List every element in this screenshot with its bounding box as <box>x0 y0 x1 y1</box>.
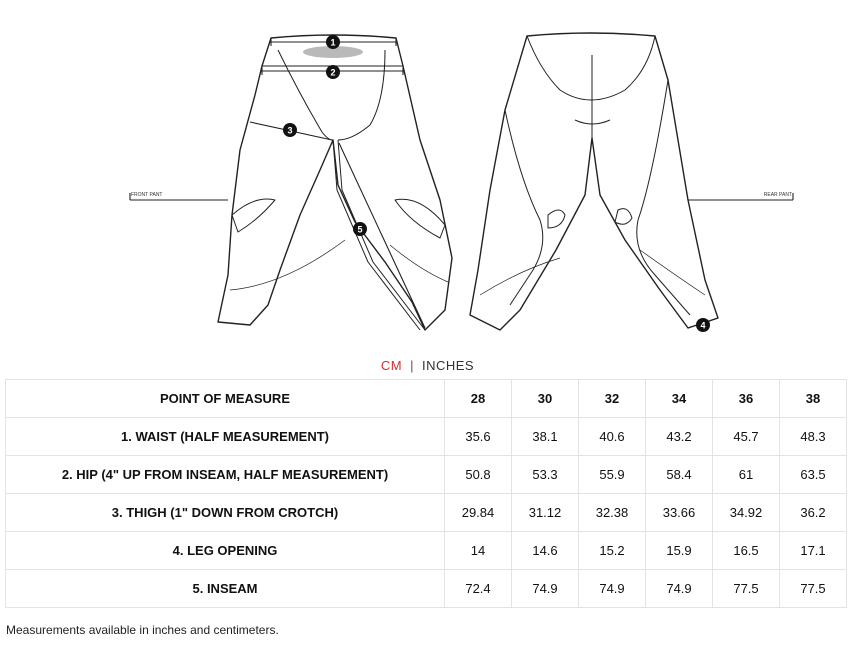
table-cell: 72.4 <box>445 570 512 608</box>
table-cell: 14 <box>445 532 512 570</box>
svg-text:2: 2 <box>330 67 336 78</box>
front-pant-label: FRONT PANT <box>131 192 163 198</box>
unit-separator: | <box>410 358 414 373</box>
header-size-38: 38 <box>780 380 847 418</box>
svg-text:3: 3 <box>287 125 293 136</box>
cm-unit-toggle[interactable]: CM <box>380 358 403 373</box>
table-cell: 61 <box>713 456 780 494</box>
table-cell: 14.6 <box>512 532 579 570</box>
table-cell: 36.2 <box>780 494 847 532</box>
header-point-of-measure: POINT OF MEASURE <box>6 380 445 418</box>
header-size-36: 36 <box>713 380 780 418</box>
table-cell: 34.92 <box>713 494 780 532</box>
table-cell: 15.9 <box>646 532 713 570</box>
row-label: 1. WAIST (HALF MEASUREMENT) <box>6 418 445 456</box>
row-label: 2. HIP (4" UP FROM INSEAM, HALF MEASUREMENT) <box>6 456 445 494</box>
table-row <box>6 570 847 608</box>
svg-text:1: 1 <box>330 37 336 48</box>
table-cell: 29.84 <box>445 494 512 532</box>
table-cell: 32.38 <box>579 494 646 532</box>
table-cell: 74.9 <box>512 570 579 608</box>
row-label: 5. INSEAM <box>6 570 445 608</box>
row-label: 4. LEG OPENING <box>6 532 445 570</box>
table-cell: 63.5 <box>780 456 847 494</box>
marker-5 <box>353 222 367 236</box>
table-cell: 48.3 <box>780 418 847 456</box>
table-cell: 74.9 <box>579 570 646 608</box>
table-cell: 45.7 <box>713 418 780 456</box>
table-row <box>6 418 847 456</box>
table-cell: 35.6 <box>445 418 512 456</box>
marker-2 <box>326 65 340 79</box>
table-cell: 74.9 <box>646 570 713 608</box>
front-pant-drawing <box>218 35 452 330</box>
table-cell: 50.8 <box>445 456 512 494</box>
unit-toggle <box>0 358 855 373</box>
marker-1 <box>326 35 340 49</box>
rear-pant-label: REAR PANT <box>763 192 792 198</box>
row-label: 3. THIGH (1" DOWN FROM CROTCH) <box>6 494 445 532</box>
size-chart-table <box>5 379 847 608</box>
table-row <box>6 494 847 532</box>
table-cell: 77.5 <box>713 570 780 608</box>
table-cell: 31.12 <box>512 494 579 532</box>
header-size-28: 28 <box>445 380 512 418</box>
marker-3 <box>283 123 297 137</box>
table-cell: 15.2 <box>579 532 646 570</box>
header-size-32: 32 <box>579 380 646 418</box>
table-header-row <box>6 380 847 418</box>
measurement-guides <box>130 38 793 328</box>
table-cell: 38.1 <box>512 418 579 456</box>
table-cell: 33.66 <box>646 494 713 532</box>
table-cell: 17.1 <box>780 532 847 570</box>
measurement-footnote: Measurements available in inches and centimeters. <box>6 623 279 637</box>
table-cell: 77.5 <box>780 570 847 608</box>
marker-4 <box>696 318 710 332</box>
header-size-30: 30 <box>512 380 579 418</box>
table-row <box>6 456 847 494</box>
table-cell: 40.6 <box>579 418 646 456</box>
table-cell: 58.4 <box>646 456 713 494</box>
svg-text:5: 5 <box>357 224 363 235</box>
table-row <box>6 532 847 570</box>
table-cell: 16.5 <box>713 532 780 570</box>
inches-unit-toggle[interactable]: INCHES <box>421 358 475 373</box>
header-size-34: 34 <box>646 380 713 418</box>
table-cell: 55.9 <box>579 456 646 494</box>
svg-text:4: 4 <box>700 320 706 331</box>
table-cell: 53.3 <box>512 456 579 494</box>
rear-pant-drawing <box>470 33 718 330</box>
table-cell: 43.2 <box>646 418 713 456</box>
